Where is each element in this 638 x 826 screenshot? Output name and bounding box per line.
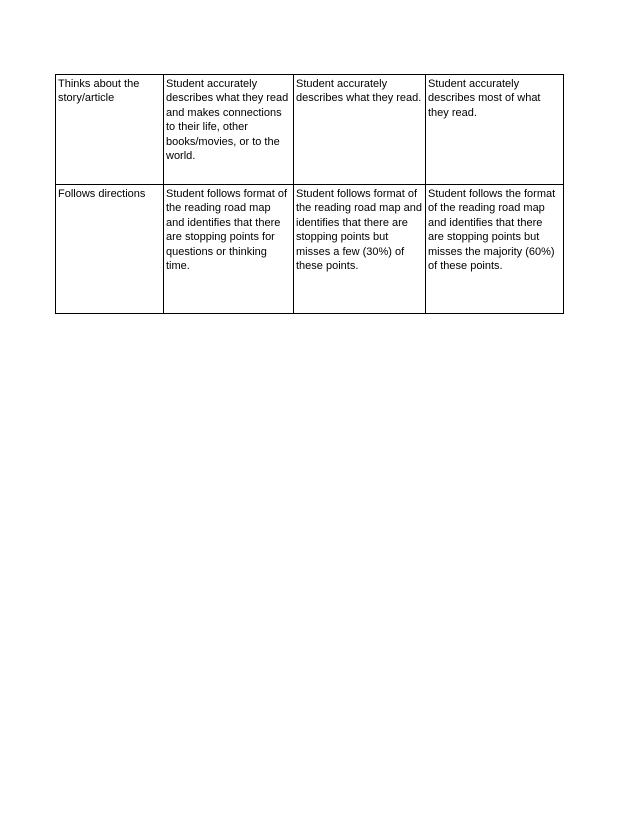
criterion-text: Follows directions [58,188,146,200]
table-row [56,75,564,185]
cell-text: Student follows the format of the reading road map and identifies that there are stopping points but misses the majority (60%) of these points. [428,188,556,273]
criterion-text: Thinks about the story/article [58,78,140,105]
cell-text: Student accurately describes what they read. [296,78,422,105]
criterion-cell [56,75,164,185]
rubric-cell [164,75,294,185]
table-row [56,185,564,314]
cell-text: Student accurately describes most of what they read. [428,78,541,119]
rubric-cell [426,75,564,185]
criterion-cell [56,185,164,314]
cell-text: Student follows format of the reading road map and identifies that there are stopping points for questions or thinking time. [166,188,288,273]
cell-text: Student follows format of the reading road map and identifies that there are stopping points but misses a few (30%) of these points. [296,188,422,273]
rubric-cell [164,185,294,314]
rubric-cell [294,185,426,314]
rubric-table [55,74,564,314]
cell-text: Student accurately describes what they read and makes connections to their life, other books/movies, or to the world. [166,78,289,163]
rubric-cell [426,185,564,314]
rubric-cell [294,75,426,185]
